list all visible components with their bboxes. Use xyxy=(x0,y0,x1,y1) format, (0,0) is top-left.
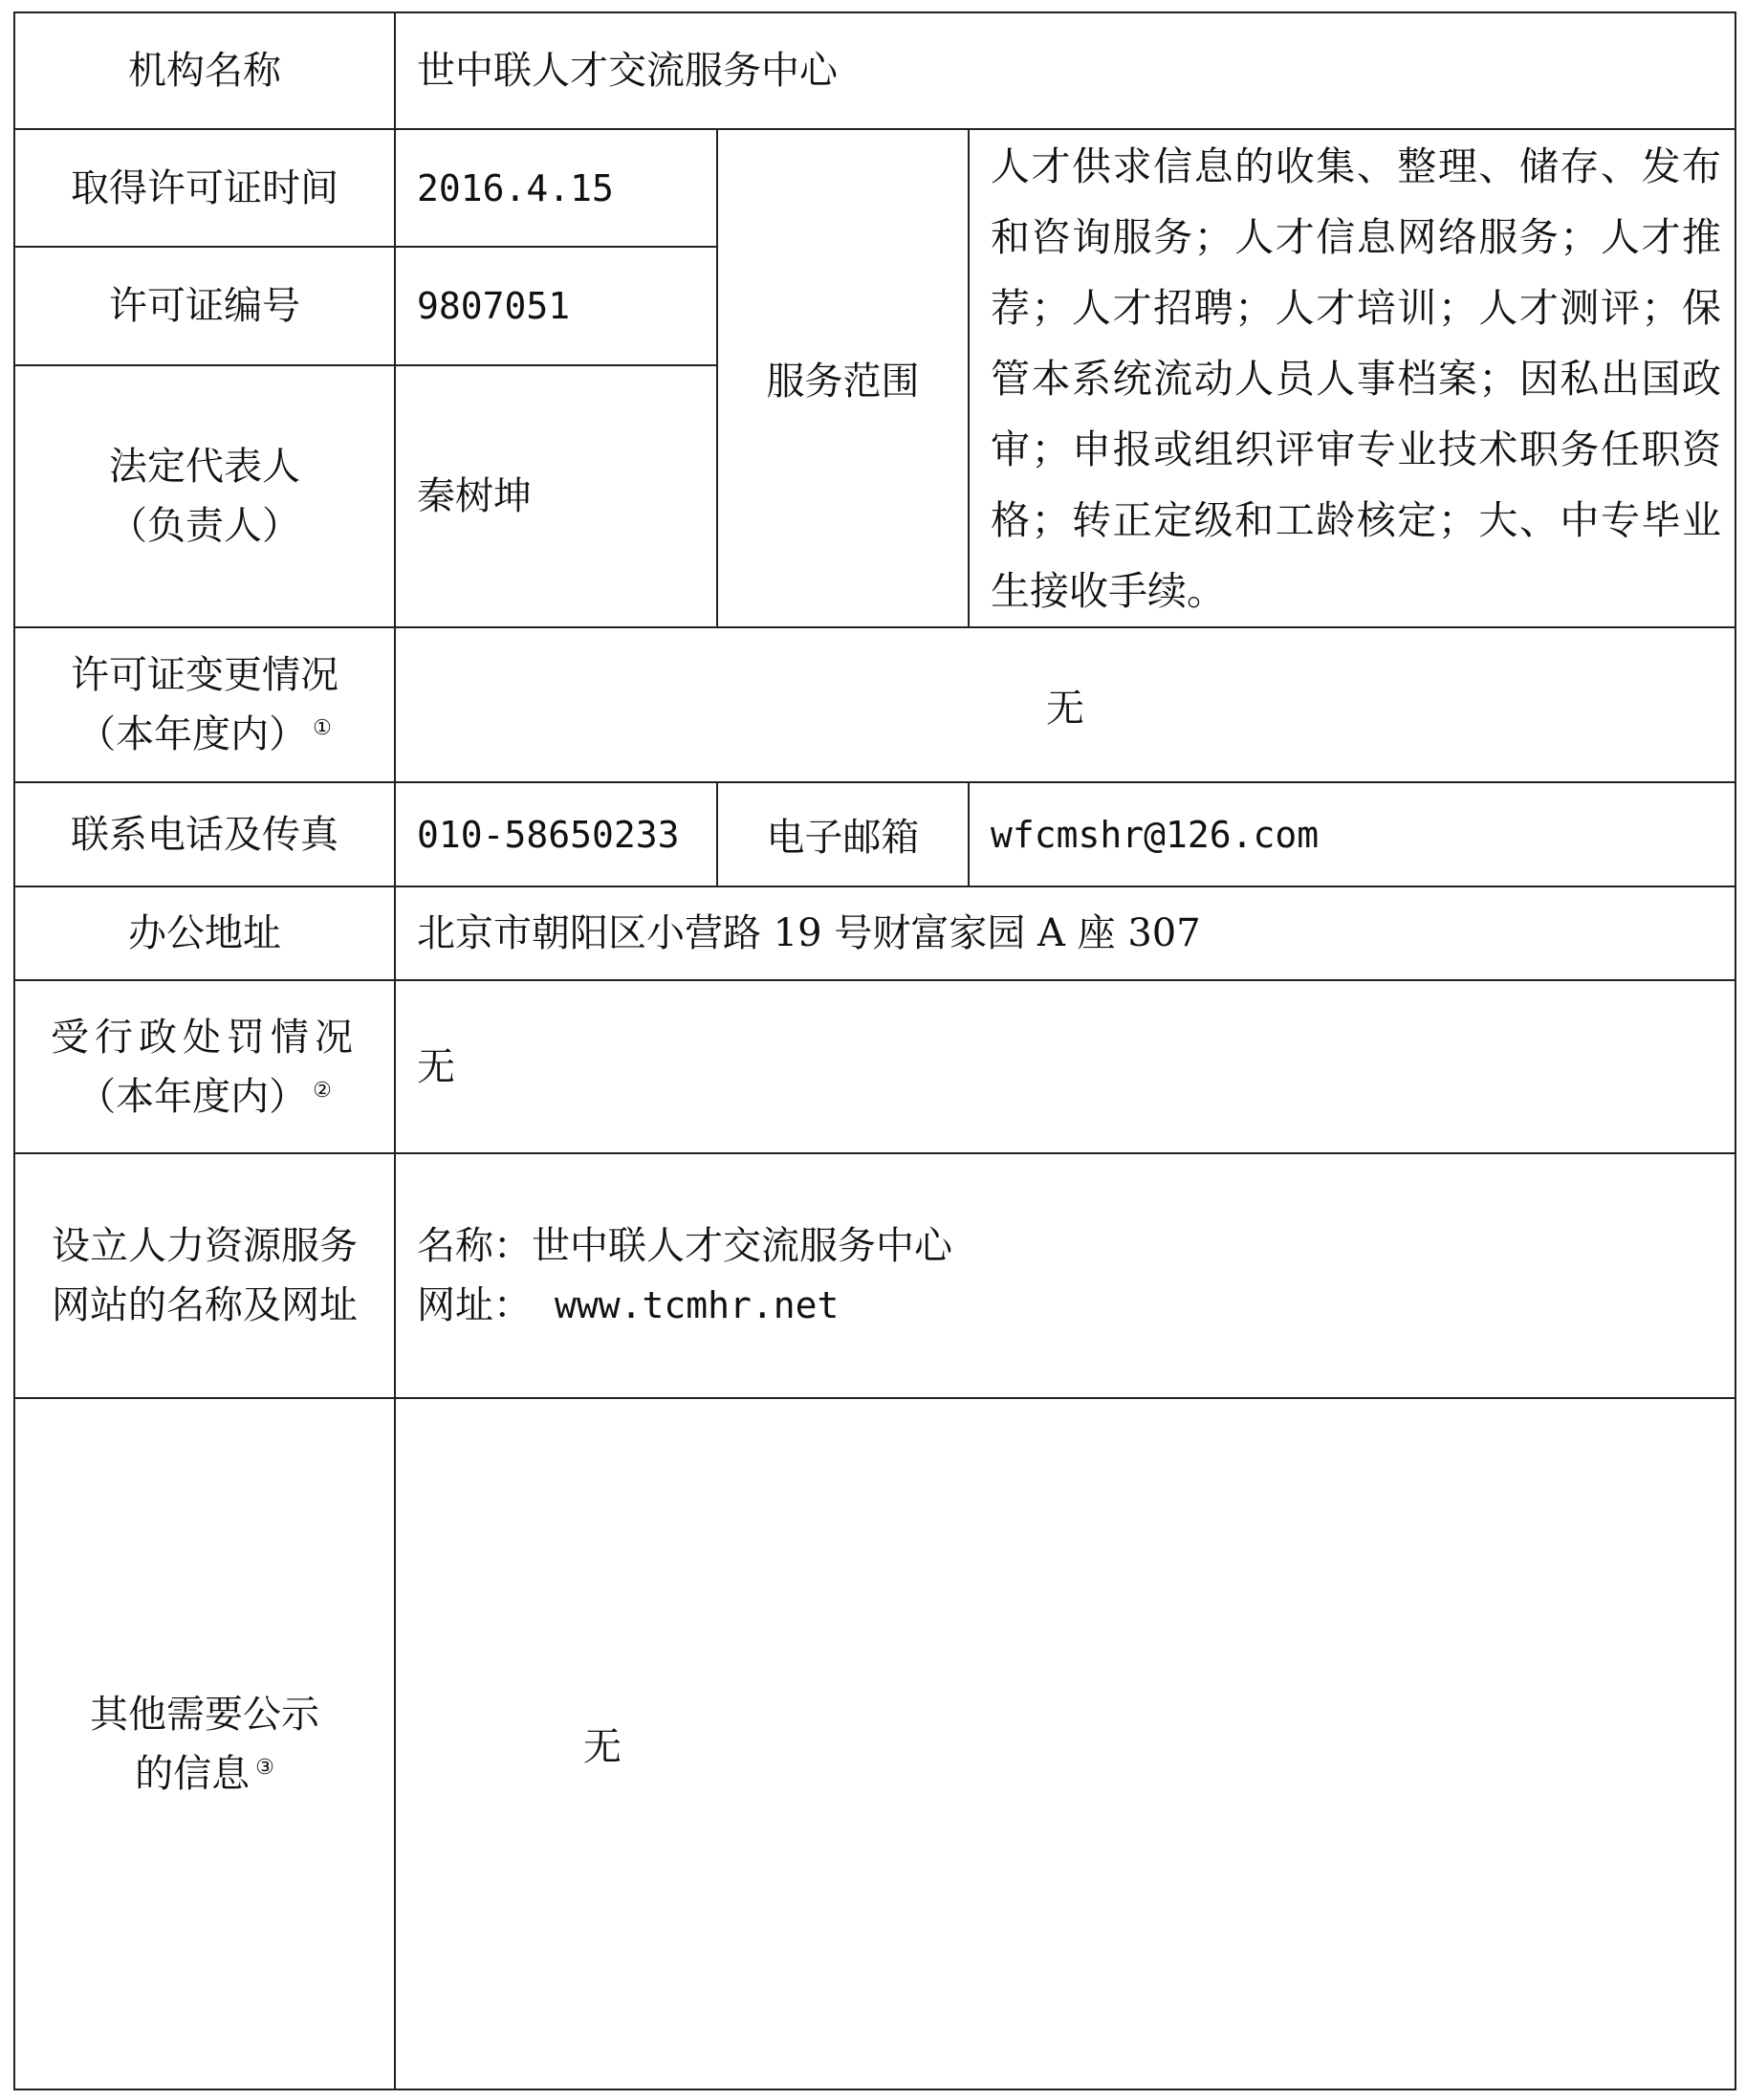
row-contact xyxy=(14,782,1735,886)
row-penalty xyxy=(14,980,1735,1153)
license-change-note: ① xyxy=(313,716,332,740)
row-org-name xyxy=(14,12,1735,129)
row-other-info xyxy=(14,1398,1735,2089)
contact-phone-value: 010-58650233 xyxy=(395,782,717,886)
website-label-line2: 网站的名称及网址 xyxy=(52,1283,358,1327)
website-value xyxy=(395,1153,1735,1398)
website-label-line1: 设立人力资源服务 xyxy=(52,1224,358,1268)
license-info-table xyxy=(13,11,1736,2090)
penalty-label-line2: （本年度内） xyxy=(77,1074,308,1119)
license-change-label xyxy=(14,627,395,782)
penalty-label-line1: 受行政处罚情况 xyxy=(51,1015,359,1060)
penalty-label xyxy=(14,980,395,1153)
penalty-note: ② xyxy=(313,1078,332,1103)
legal-rep-label-line1: 法定代表人 xyxy=(109,445,300,489)
other-info-note: ③ xyxy=(255,1755,274,1780)
other-info-label xyxy=(14,1398,395,2089)
website-name-line: 名称：世中联人才交流服务中心 xyxy=(417,1224,952,1268)
other-info-value: 无 xyxy=(395,1398,1735,2089)
row-address xyxy=(14,886,1735,980)
other-info-label-line2: 的信息 xyxy=(135,1751,251,1796)
other-info-label-line1: 其他需要公示 xyxy=(90,1692,319,1737)
license-date-label: 取得许可证时间 xyxy=(14,129,395,247)
address-label: 办公地址 xyxy=(14,886,395,980)
license-no-value: 9807051 xyxy=(395,247,717,365)
org-name-value: 世中联人才交流服务中心 xyxy=(395,12,1735,129)
legal-rep-label-line2: （负责人） xyxy=(109,504,300,548)
license-date-value: 2016.4.15 xyxy=(395,129,717,247)
license-change-label-line2: （本年度内） xyxy=(77,712,308,756)
license-no-label: 许可证编号 xyxy=(14,247,395,365)
legal-rep-value: 秦树坤 xyxy=(395,365,717,627)
row-license-change xyxy=(14,627,1735,782)
service-scope-value: 人才供求信息的收集、整理、储存、发布和咨询服务；人才信息网络服务；人才推荐；人才招聘；人才培训；人才测评；保管本系统流动人员人事档案；因私出国政审；申报或组织评审专业技术职务任职资格；转正定级和工龄核定；大、中专毕业生接收手续。 xyxy=(969,129,1735,627)
service-scope-label: 服务范围 xyxy=(717,129,969,627)
row-license-date xyxy=(14,129,1735,247)
license-change-label-line1: 许可证变更情况 xyxy=(71,653,338,697)
website-label xyxy=(14,1153,395,1398)
row-website xyxy=(14,1153,1735,1398)
website-url: www.tcmhr.net xyxy=(555,1284,840,1326)
address-value: 北京市朝阳区小营路 19 号财富家园 A 座 307 xyxy=(395,886,1735,980)
org-name-label: 机构名称 xyxy=(14,12,395,129)
legal-rep-label xyxy=(14,365,395,627)
email-value: wfcmshr@126.com xyxy=(969,782,1735,886)
license-change-value: 无 xyxy=(395,627,1735,782)
penalty-value: 无 xyxy=(395,980,1735,1153)
contact-label: 联系电话及传真 xyxy=(14,782,395,886)
email-label: 电子邮箱 xyxy=(717,782,969,886)
website-url-label: 网址： xyxy=(417,1283,532,1327)
